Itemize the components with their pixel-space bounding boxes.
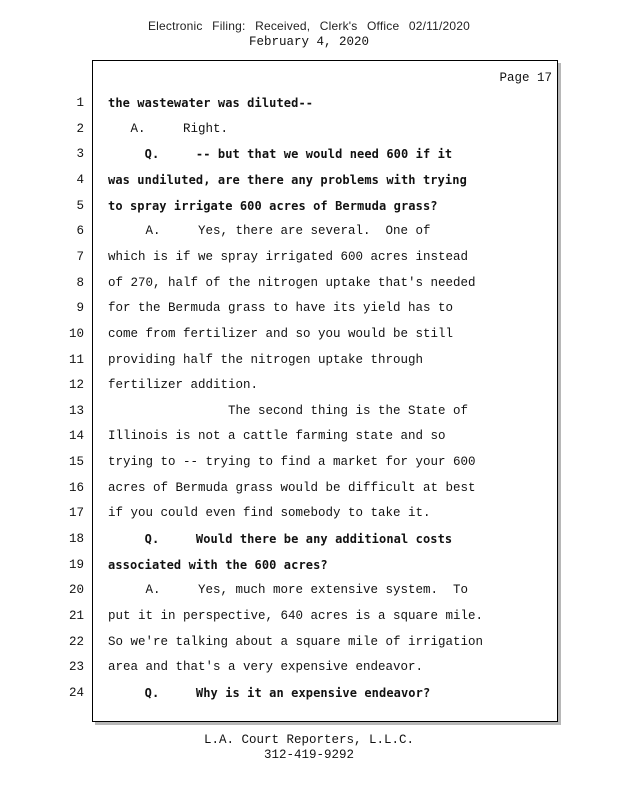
line-number: 19: [68, 557, 84, 572]
line-number: 22: [68, 634, 84, 649]
answer-line: put it in perspective, 640 acres is a square mile.: [108, 609, 484, 623]
line-number: 6: [76, 224, 84, 239]
question-line: Q. -- but that we would need 600 if it: [108, 147, 453, 162]
answer-line: of 270, half of the nitrogen uptake that's needed: [108, 275, 476, 290]
question-line: was undiluted, are there any problems with trying: [108, 172, 467, 187]
answer-line: trying to -- trying to find a market for your 600: [108, 455, 476, 470]
line-number: 12: [68, 378, 84, 393]
line-number: 14: [68, 429, 84, 444]
line-number: 7: [76, 249, 84, 264]
court-reporter-name: L.A. Court Reporters, L.L.C.: [203, 733, 415, 747]
filing-stamp: Electronic Filing: Received, Clerk's Office 02/11/2020: [147, 19, 471, 33]
answer-line: area and that's a very expensive endeavor.: [108, 660, 424, 675]
court-reporter-phone: 312-419-9292: [263, 748, 354, 762]
question-line: associated with the 600 acres?: [108, 557, 328, 572]
line-number: 21: [68, 609, 84, 623]
line-number: 4: [76, 172, 84, 187]
line-number: 11: [68, 352, 84, 367]
document-date: February 4, 2020: [248, 35, 370, 49]
line-number: 9: [76, 301, 84, 316]
answer-line: A. Yes, much more extensive system. To: [108, 583, 469, 598]
answer-line: come from fertilizer and so you would be still: [108, 326, 454, 341]
answer-line: The second thing is the State of: [108, 403, 469, 418]
line-number: 3: [76, 147, 84, 162]
answer-line: So we're talking about a square mile of irrigation: [108, 634, 484, 649]
line-number: 15: [68, 455, 84, 470]
line-number: 2: [76, 121, 84, 136]
line-number: 13: [68, 403, 84, 418]
line-number: 5: [76, 198, 84, 213]
question-line: the wastewater was diluted--: [108, 96, 314, 110]
line-number: 10: [68, 326, 84, 341]
page-number: Page 17: [499, 71, 552, 85]
answer-line: for the Bermuda grass to have its yield has to: [108, 301, 454, 316]
answer-line: acres of Bermuda grass would be difficult at best: [108, 480, 476, 495]
answer-line: A. Right.: [108, 121, 229, 136]
line-number: 18: [68, 532, 84, 547]
line-number: 1: [76, 96, 84, 110]
line-number: 16: [68, 480, 84, 495]
answer-line: fertilizer addition.: [108, 378, 259, 393]
line-number: 8: [76, 275, 84, 290]
answer-line: if you could even find somebody to take it.: [108, 506, 431, 521]
answer-line: Illinois is not a cattle farming state and so: [108, 429, 446, 444]
line-number: 23: [68, 660, 84, 675]
question-line: to spray irrigate 600 acres of Bermuda grass?: [108, 198, 438, 213]
answer-line: providing half the nitrogen uptake through: [108, 352, 424, 367]
answer-line: A. Yes, there are several. One of: [108, 224, 431, 239]
question-line: Q. Would there be any additional costs: [108, 532, 453, 547]
line-number: 20: [68, 583, 84, 598]
line-number: 17: [68, 506, 84, 521]
question-line: Q. Why is it an expensive endeavor?: [108, 685, 431, 700]
line-number: 24: [68, 685, 84, 700]
answer-line: which is if we spray irrigated 600 acres instead: [108, 249, 469, 264]
